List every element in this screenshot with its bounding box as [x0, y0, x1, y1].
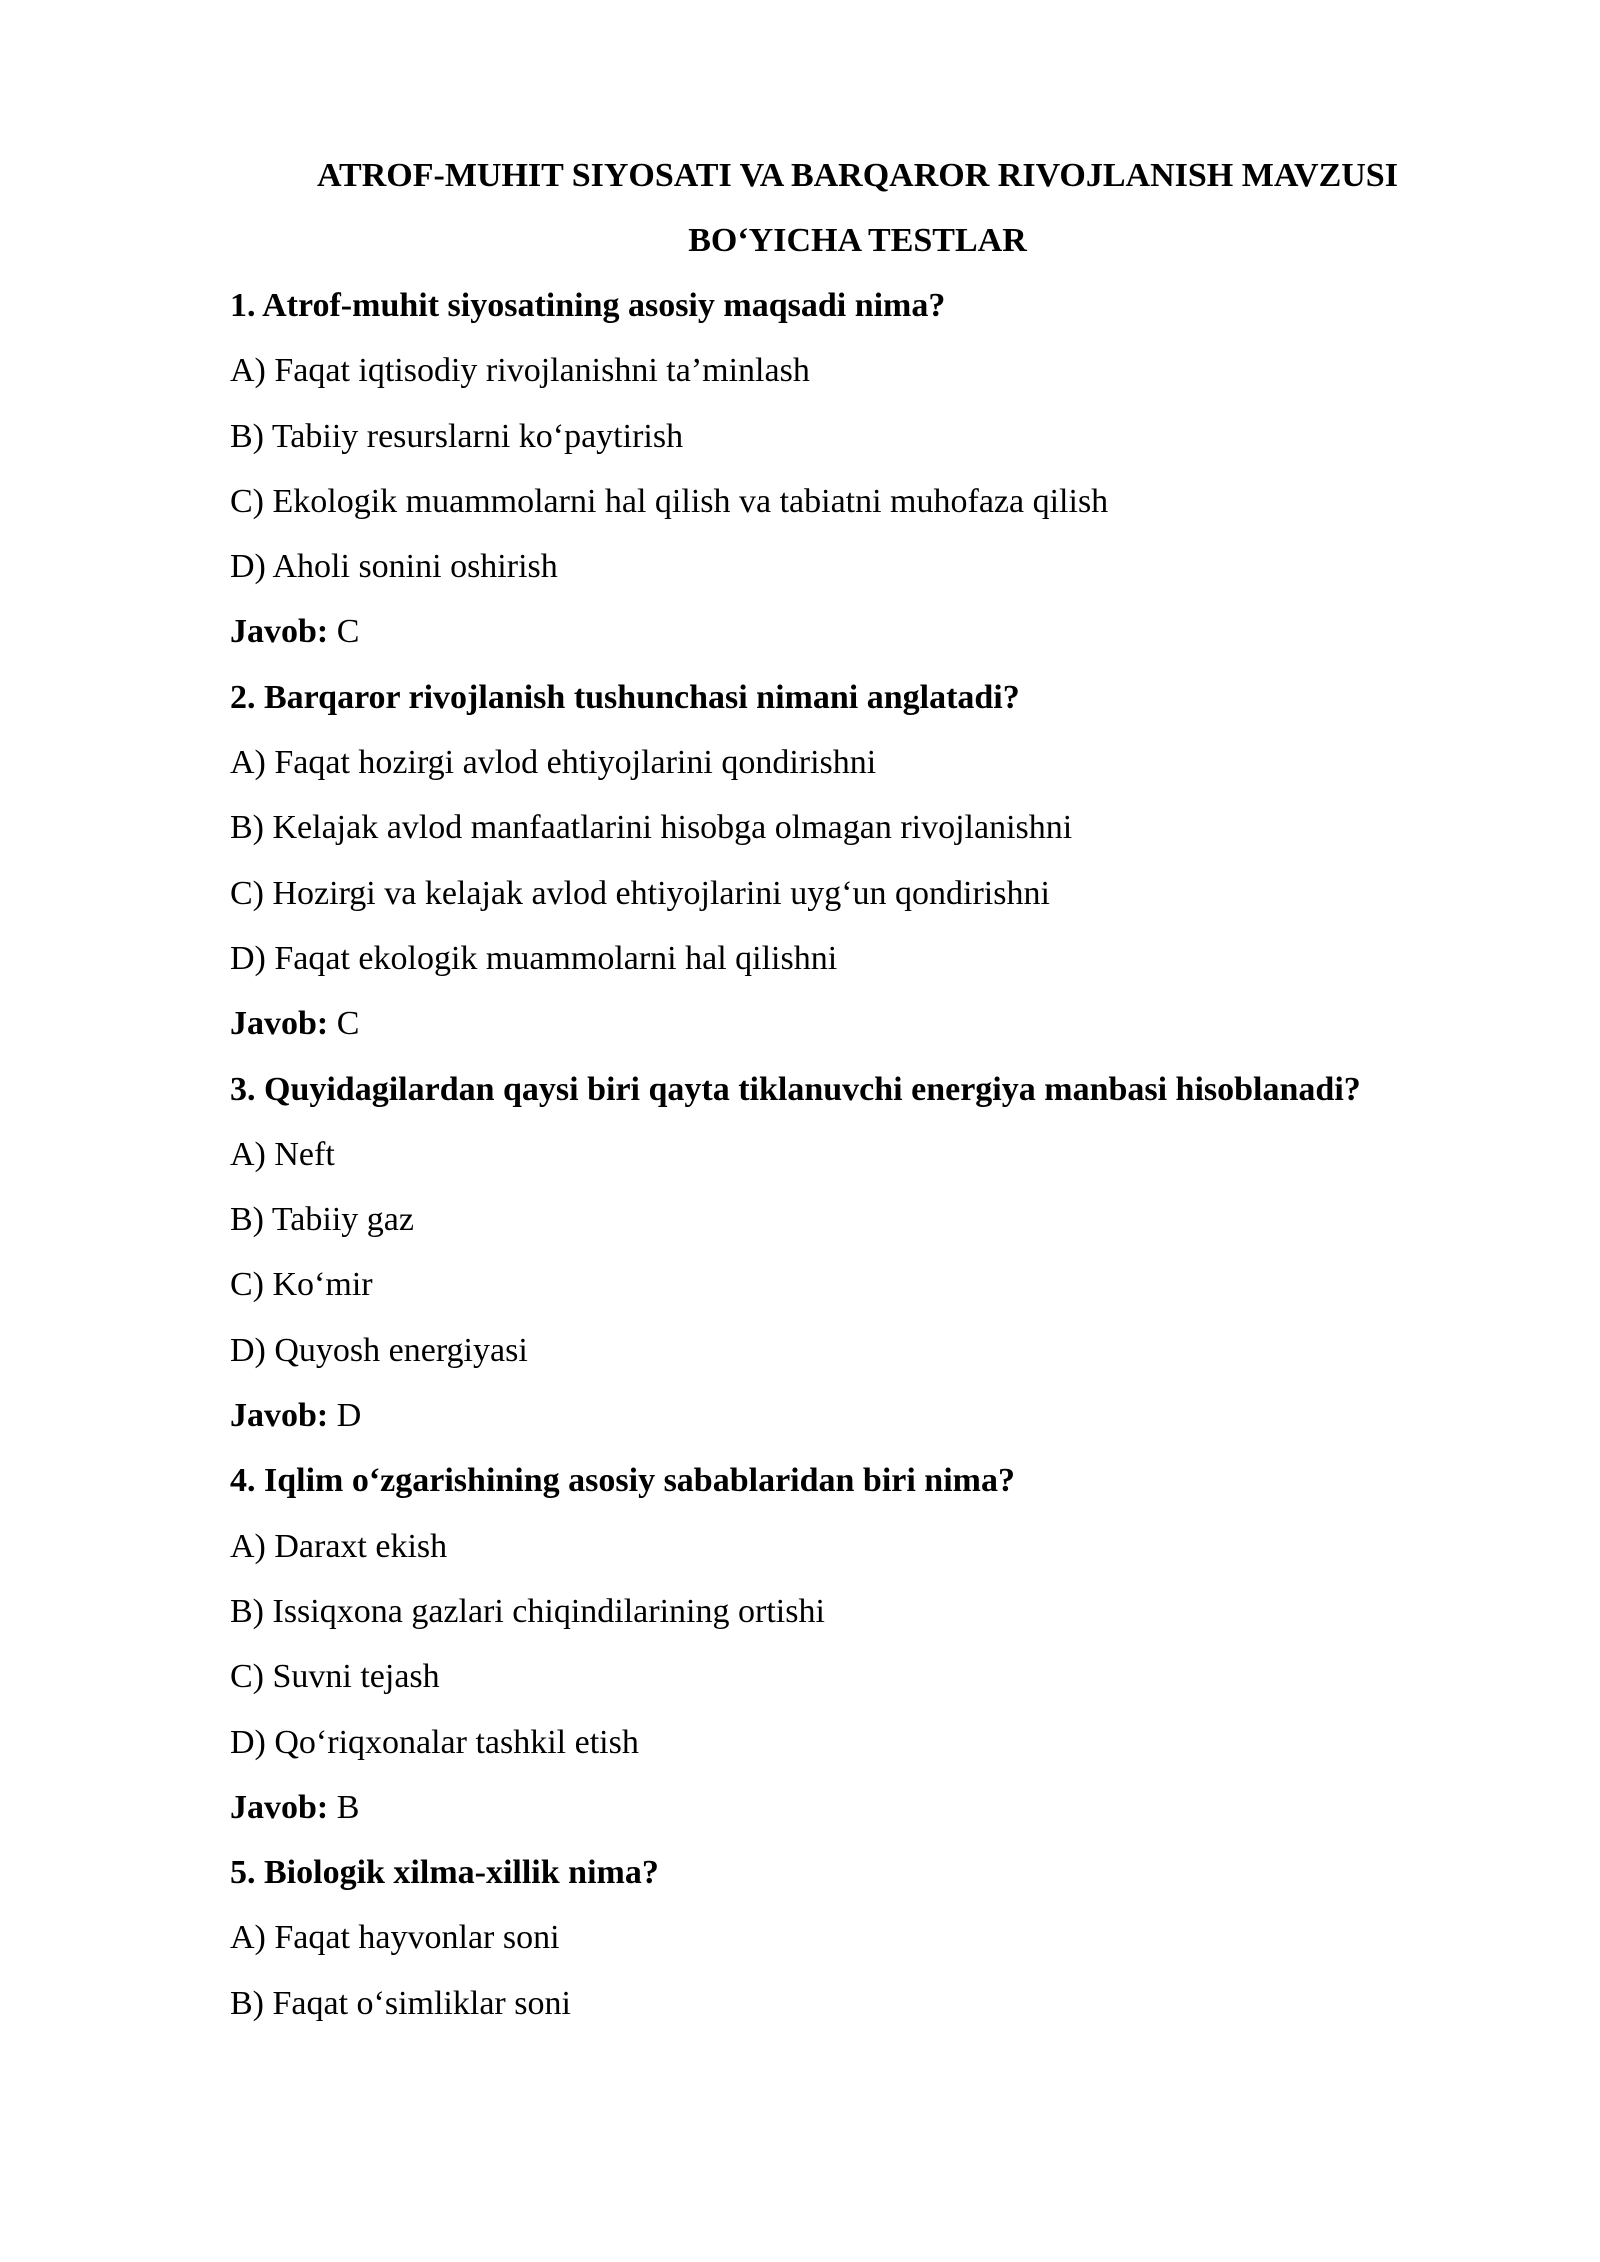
option-4b: B) Issiqxona gazlari chiqindilarining ortishi	[230, 1592, 825, 1630]
question-5: 5. Biologik xilma-xillik nima?	[230, 1854, 659, 1892]
option-2b: B) Kelajak avlod manfaatlarini hisobga olmagan rivojlanishni	[230, 809, 1073, 847]
option-5a: A) Faqat hayvonlar soni	[230, 1919, 560, 1957]
option-3d: D) Quyosh energiyasi	[230, 1331, 528, 1369]
option-2a: A) Faqat hozirgi avlod ehtiyojlarini qondirishni	[230, 744, 877, 782]
answer-label: Javob:	[230, 613, 329, 651]
question-4: 4. Iqlim o‘zgarishining asosiy sabablaridan biri nima?	[230, 1462, 1015, 1500]
answer-3	[230, 1383, 1530, 1448]
option-1a: A) Faqat iqtisodiy rivojlanishni ta’minlash	[230, 352, 810, 390]
answer-value: C	[336, 613, 360, 651]
option-5b: B) Faqat o‘simliklar soni	[230, 1984, 571, 2022]
title-line-2: BO‘YICHA TESTLAR	[688, 222, 1027, 259]
option-4a: A) Daraxt ekish	[230, 1527, 448, 1565]
option-3a: A) Neft	[230, 1135, 335, 1173]
answer-value: C	[336, 1005, 360, 1043]
option-2d: D) Faqat ekologik muammolarni hal qilishni	[230, 939, 838, 977]
answer-4	[230, 1775, 1530, 1840]
question-2: 2. Barqaror rivojlanish tushunchasi nimani anglatadi?	[230, 678, 1020, 716]
option-1c: C) Ekologik muammolarni hal qilish va tabiatni muhofaza qilish	[230, 482, 1109, 520]
document-title	[230, 143, 1485, 273]
answer-1	[230, 599, 1530, 664]
test-content	[230, 273, 1530, 2036]
option-3c: C) Ko‘mir	[230, 1266, 373, 1304]
answer-label: Javob:	[230, 1005, 329, 1043]
option-1d: D) Aholi sonini oshirish	[230, 548, 558, 586]
answer-value: B	[336, 1788, 360, 1826]
option-2c: C) Hozirgi va kelajak avlod ehtiyojlarini uyg‘un qondirishni	[230, 874, 1050, 912]
title-line-1: ATROF-MUHIT SIYOSATI VA BARQAROR RIVOJLANISH MAVZUSI	[317, 157, 1398, 194]
option-4c: C) Suvni tejash	[230, 1658, 440, 1696]
option-4d: D) Qo‘riqxonalar tashkil etish	[230, 1723, 639, 1761]
question-3: 3. Quyidagilardan qaysi biri qayta tiklanuvchi energiya manbasi hisoblanadi?	[230, 1070, 1361, 1108]
option-1b: B) Tabiiy resurslarni ko‘paytirish	[230, 417, 684, 455]
option-3b: B) Tabiiy gaz	[230, 1201, 414, 1239]
answer-label: Javob:	[230, 1397, 329, 1435]
answer-value: D	[336, 1397, 362, 1435]
question-1: 1. Atrof-muhit siyosatining asosiy maqsadi nima?	[230, 287, 946, 324]
answer-label: Javob:	[230, 1788, 329, 1826]
answer-2	[230, 991, 1530, 1056]
